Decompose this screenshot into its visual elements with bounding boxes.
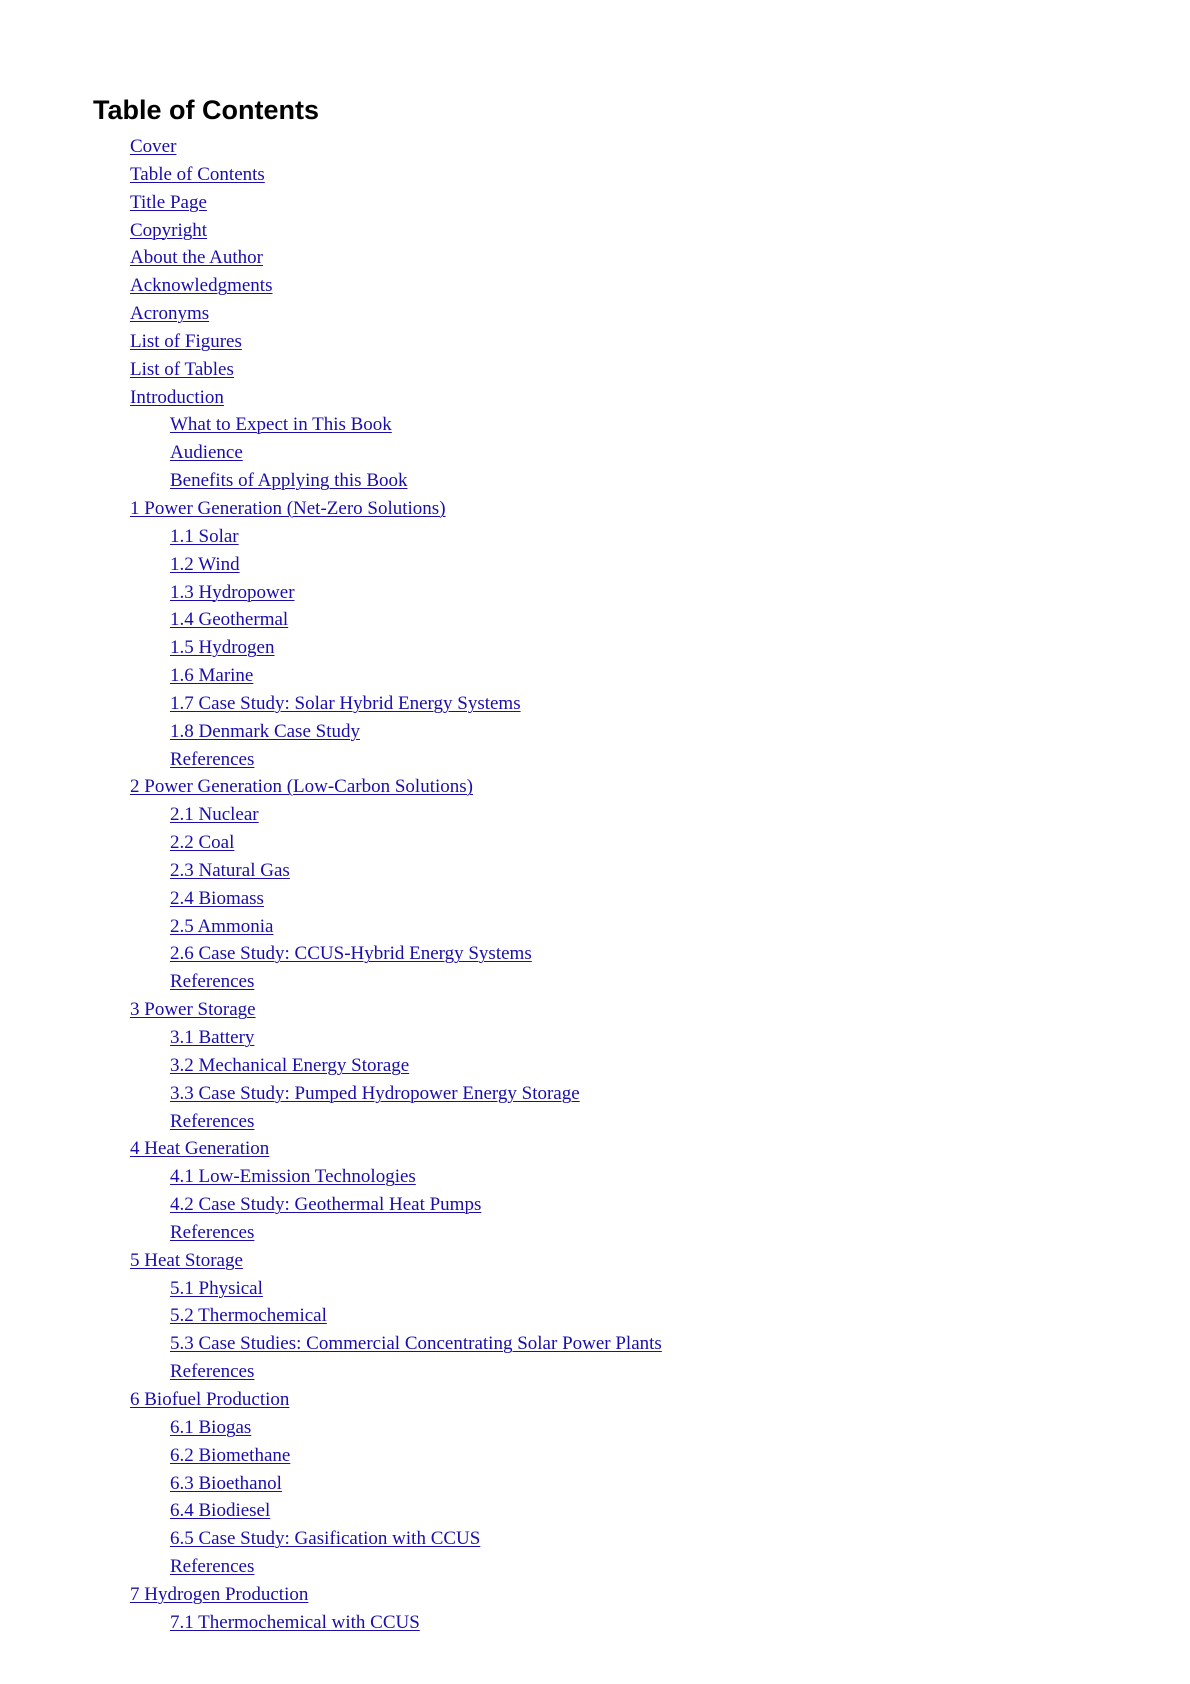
toc-link[interactable]: 2.1 Nuclear [170, 804, 259, 826]
toc-subentry [0, 439, 662, 467]
toc-link[interactable]: 4.2 Case Study: Geothermal Heat Pumps [170, 1194, 482, 1216]
toc-link[interactable]: Table of Contents [130, 163, 265, 185]
toc-subentry [0, 579, 662, 607]
toc-link[interactable]: 5.3 Case Studies: Commercial Concentrating Solar Power Plants [170, 1333, 662, 1355]
toc-link[interactable]: 4 Heat Generation [130, 1138, 270, 1160]
toc-link[interactable]: 3 Power Storage [130, 999, 256, 1021]
toc-entry [0, 244, 662, 272]
toc-link[interactable]: Benefits of Applying this Book [170, 470, 408, 492]
toc-subentry [0, 940, 662, 968]
toc-link[interactable]: References [170, 1361, 255, 1383]
toc-link[interactable]: 1.8 Denmark Case Study [170, 720, 360, 742]
page-title: Table of Contents [93, 95, 319, 125]
toc-link[interactable]: 6.2 Biomethane [170, 1444, 291, 1466]
toc-subentry [0, 1302, 662, 1330]
toc-link[interactable]: 1.1 Solar [170, 525, 239, 547]
toc-entry [0, 1135, 662, 1163]
toc-subentry [0, 1414, 662, 1442]
toc-link[interactable]: 2.6 Case Study: CCUS‐Hybrid Energy Systems [170, 943, 532, 965]
toc-link[interactable]: Cover [130, 136, 177, 157]
toc-entry [0, 384, 662, 412]
toc-link[interactable]: References [170, 1221, 255, 1243]
toc-subentry [0, 551, 662, 579]
toc-subentry [0, 1108, 662, 1136]
toc-link[interactable]: 2 Power Generation (Low‐Carbon Solutions) [130, 776, 473, 798]
toc-subentry [0, 746, 662, 774]
toc-link[interactable]: Introduction [130, 386, 224, 408]
toc-link[interactable]: 2.5 Ammonia [170, 915, 274, 937]
toc-entry [0, 1247, 662, 1275]
toc-link[interactable]: What to Expect in This Book [170, 414, 392, 436]
toc-entry [0, 272, 662, 300]
toc-link[interactable]: 7 Hydrogen Production [130, 1583, 309, 1605]
toc-link[interactable]: List of Tables [130, 358, 234, 380]
toc-subentry [0, 1024, 662, 1052]
toc-subentry [0, 523, 662, 551]
toc-subentry [0, 1358, 662, 1386]
toc-subentry [0, 1080, 662, 1108]
toc-subentry [0, 1497, 662, 1525]
toc-link[interactable]: About the Author [130, 247, 263, 269]
toc-link[interactable]: 1.6 Marine [170, 665, 254, 687]
toc-link[interactable]: 6.3 Bioethanol [170, 1472, 282, 1494]
toc-link[interactable]: Title Page [130, 191, 207, 213]
toc-entry [0, 773, 662, 801]
toc-entry [0, 996, 662, 1024]
toc-link[interactable]: 1.7 Case Study: Solar Hybrid Energy Systems [170, 692, 521, 714]
toc-entry [0, 161, 662, 189]
toc-subentry [0, 1191, 662, 1219]
toc-link[interactable]: 1.3 Hydropower [170, 581, 295, 603]
toc-link[interactable]: References [170, 1110, 255, 1132]
toc-link[interactable]: 6.5 Case Study: Gasification with CCUS [170, 1528, 481, 1550]
toc-subentry [0, 1052, 662, 1080]
toc-entry [0, 328, 662, 356]
toc-subentry [0, 1553, 662, 1581]
toc-link[interactable]: References [170, 1556, 255, 1578]
toc-link[interactable]: References [170, 748, 255, 770]
toc-subentry [0, 1163, 662, 1191]
toc-subentry [0, 1275, 662, 1303]
toc-link[interactable]: 6 Biofuel Production [130, 1388, 290, 1410]
toc-subentry [0, 411, 662, 439]
toc-subentry [0, 857, 662, 885]
toc-link[interactable]: 3.2 Mechanical Energy Storage [170, 1054, 410, 1076]
toc-link[interactable]: Copyright [130, 219, 208, 241]
toc-link[interactable]: 2.2 Coal [170, 832, 235, 854]
toc-link[interactable]: 1 Power Generation (Net‐Zero Solutions) [130, 497, 446, 519]
toc-link[interactable]: 1.2 Wind [170, 553, 240, 575]
toc-list [0, 133, 662, 1637]
toc-subentry [0, 1525, 662, 1553]
toc-subentry [0, 885, 662, 913]
toc-link[interactable]: 7.1 Thermochemical with CCUS [170, 1611, 420, 1633]
toc-link[interactable]: 5.1 Physical [170, 1277, 263, 1299]
toc-subentry [0, 1442, 662, 1470]
toc-subentry [0, 968, 662, 996]
toc-link[interactable]: 2.3 Natural Gas [170, 859, 290, 881]
toc-link[interactable]: References [170, 971, 255, 993]
toc-subentry [0, 662, 662, 690]
toc-link[interactable]: List of Figures [130, 330, 242, 352]
toc-link[interactable]: 6.1 Biogas [170, 1416, 252, 1438]
toc-subentry [0, 1470, 662, 1498]
toc-entry [0, 300, 662, 328]
toc-subentry [0, 467, 662, 495]
toc-entry [0, 217, 662, 245]
toc-link[interactable]: 3.1 Battery [170, 1027, 255, 1048]
toc-entry [0, 1386, 662, 1414]
toc-entry [0, 356, 662, 384]
toc-link[interactable]: 2.4 Biomass [170, 887, 264, 909]
toc-link[interactable]: 5.2 Thermochemical [170, 1305, 327, 1327]
toc-entry [0, 189, 662, 217]
toc-link[interactable]: 1.4 Geothermal [170, 609, 289, 631]
toc-link[interactable]: Audience [170, 442, 243, 464]
toc-link[interactable]: Acknowledgments [130, 275, 273, 297]
toc-entry [0, 133, 662, 161]
toc-link[interactable]: 5 Heat Storage [130, 1249, 243, 1271]
toc-subentry [0, 913, 662, 941]
toc-subentry [0, 690, 662, 718]
toc-subentry [0, 829, 662, 857]
toc-entry [0, 1581, 662, 1609]
toc-link[interactable]: Acronyms [130, 303, 210, 325]
toc-link[interactable]: 1.5 Hydrogen [170, 637, 275, 659]
toc-subentry [0, 606, 662, 634]
toc-subentry [0, 1330, 662, 1358]
toc-subentry [0, 1219, 662, 1247]
toc-subentry [0, 801, 662, 829]
toc-link[interactable]: 6.4 Biodiesel [170, 1500, 271, 1522]
toc-subentry [0, 634, 662, 662]
toc-entry [0, 495, 662, 523]
toc-link[interactable]: 4.1 Low‐Emission Technologies [170, 1166, 416, 1188]
toc-link[interactable]: 3.3 Case Study: Pumped Hydropower Energy Storage [170, 1082, 580, 1104]
toc-subentry [0, 718, 662, 746]
toc-subentry [0, 1609, 662, 1637]
